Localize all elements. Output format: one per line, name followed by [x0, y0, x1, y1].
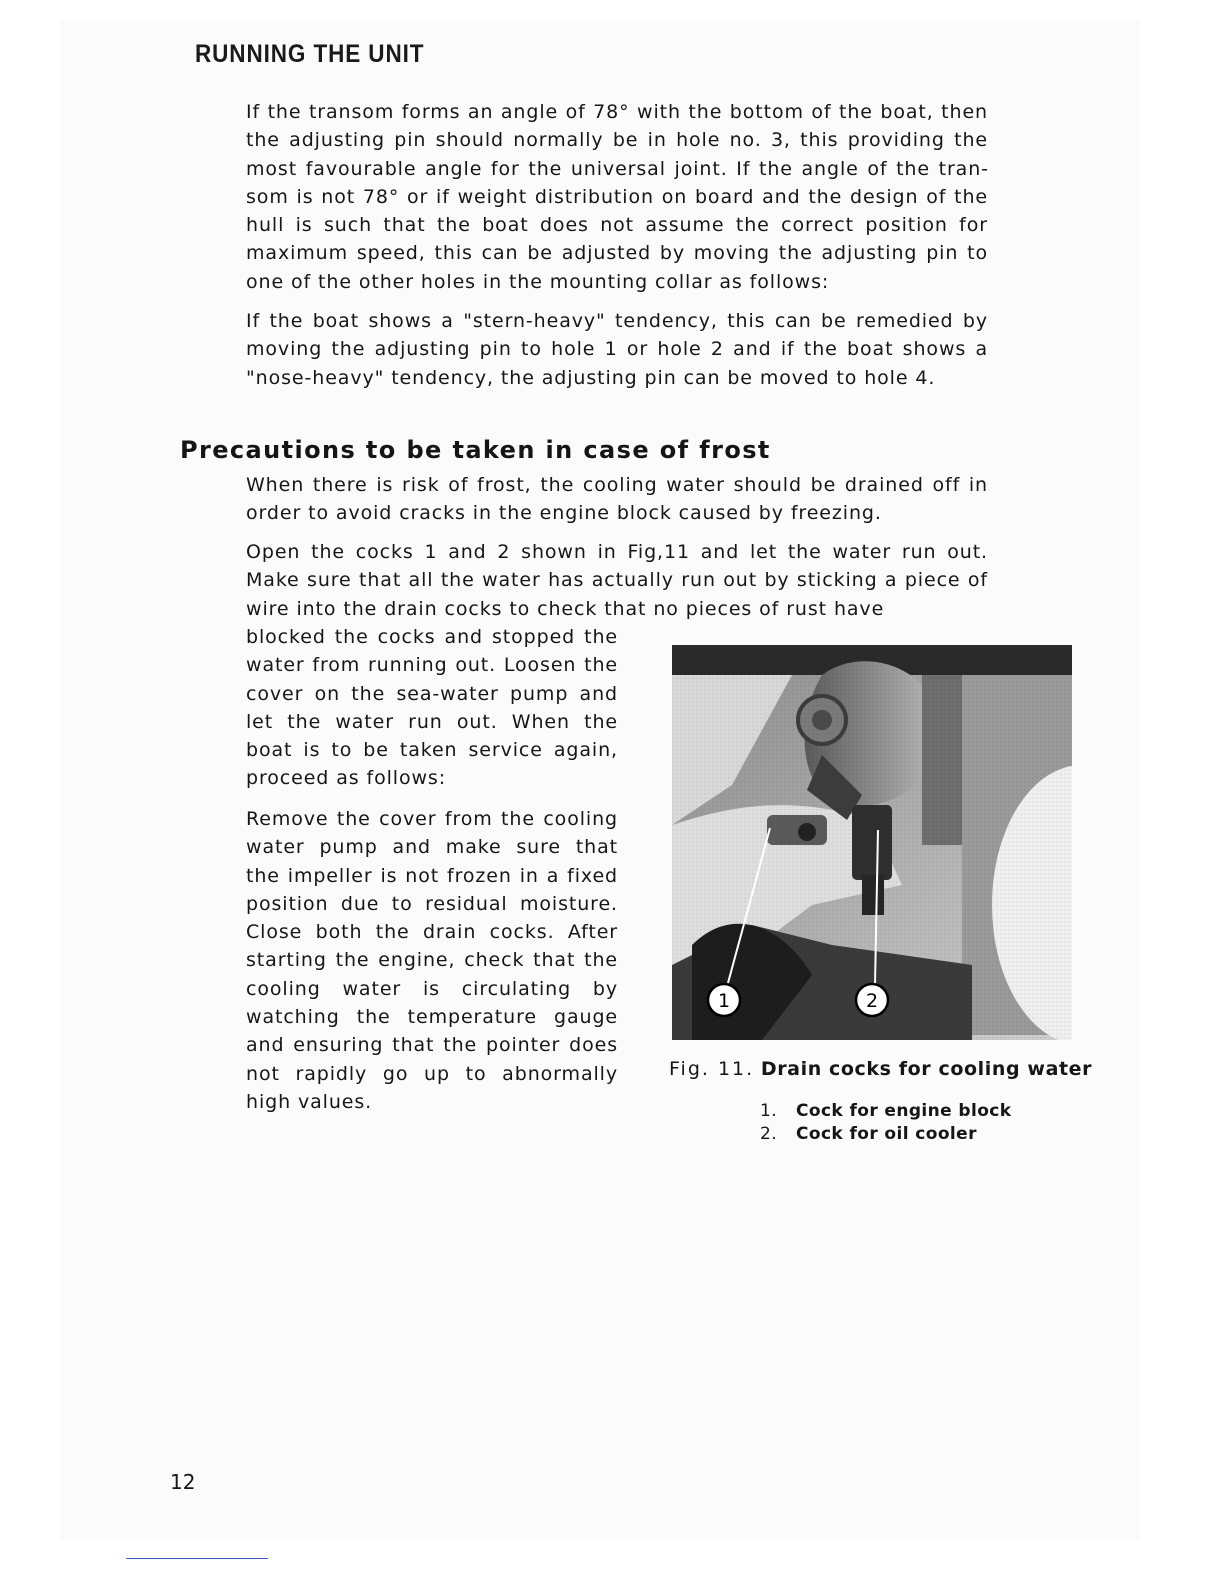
engine-photo-illustration [672, 645, 1072, 1040]
legend-item-text: Cock for engine block [796, 1101, 1012, 1121]
legend-item-text: Cock for oil cooler [796, 1124, 977, 1144]
figure-number: Fig. 11. [669, 1058, 755, 1080]
intro-paragraph-1: If the transom forms an angle of 78° with the bottom of the boat, then the adjusting pin should normally be in hole no. 3, this providing the most favourable angle for the universal joint. If the angle of the transom is not 78° or if weight distribution on board and the design of the hull is such that the boat does not assume the correct position for maximum speed, this can be adjusted by moving the adjusting pin to one of the other holes in the mounting collar as follows: [246, 101, 988, 293]
svg-text:1: 1 [717, 990, 731, 1012]
scan-edge-line [126, 1558, 268, 1559]
callout-1 [708, 984, 740, 1016]
svg-text:2: 2 [865, 990, 879, 1012]
page-number: 12 [170, 1470, 196, 1494]
frost-paragraph-2: Open the cocks 1 and 2 shown in Fig,11 and let the water run out. Make sure that all the water has actually run out by sticking a piece of wire into the drain cocks to check that no pieces of rust have [246, 541, 988, 620]
frost-section-title: Precautions to be taken in case of frost [180, 436, 771, 464]
legend-item [760, 1100, 1011, 1123]
frost-paragraph-3: Remove the cover from the cooling water pump and make sure that the impeller is not frozen in a fixed position due to residual moisture. Close both the drain cocks. After starting the engine, check that the cooling water is circulating by watching the temperature gauge and ensuring that the pointer does not rapidly go up to abnormally high values. [246, 808, 618, 1113]
drain-cocks-photo [672, 645, 1072, 1040]
callout-2 [856, 984, 888, 1016]
section-header: RUNNING THE UNIT [195, 40, 425, 68]
legend-item [760, 1123, 1011, 1146]
frost-paragraph-2-continued: blocked the cocks and stopped the water from running out. Loosen the cover on the sea-water pump and let the water run out. When the boat is to be taken service again, proceed as follows: [246, 626, 618, 790]
figure-caption [669, 1058, 1092, 1080]
frost-paragraph-1: When there is risk of frost, the cooling water should be drained off in order to avoid cracks in the engine block caused by freezing. [246, 474, 988, 525]
intro-paragraph-2: If the boat shows a "stern-heavy" tendency, this can be remedied by moving the adjusting pin to hole 1 or hole 2 and if the boat shows a "nose-heavy" tendency, the adjusting pin can be moved to hole 4. [246, 310, 988, 389]
legend-item-number: 2. [760, 1124, 778, 1144]
legend-item-number: 1. [760, 1101, 778, 1121]
figure-caption-text: Drain cocks for cooling water [760, 1058, 1093, 1080]
figure-legend [760, 1100, 1011, 1146]
